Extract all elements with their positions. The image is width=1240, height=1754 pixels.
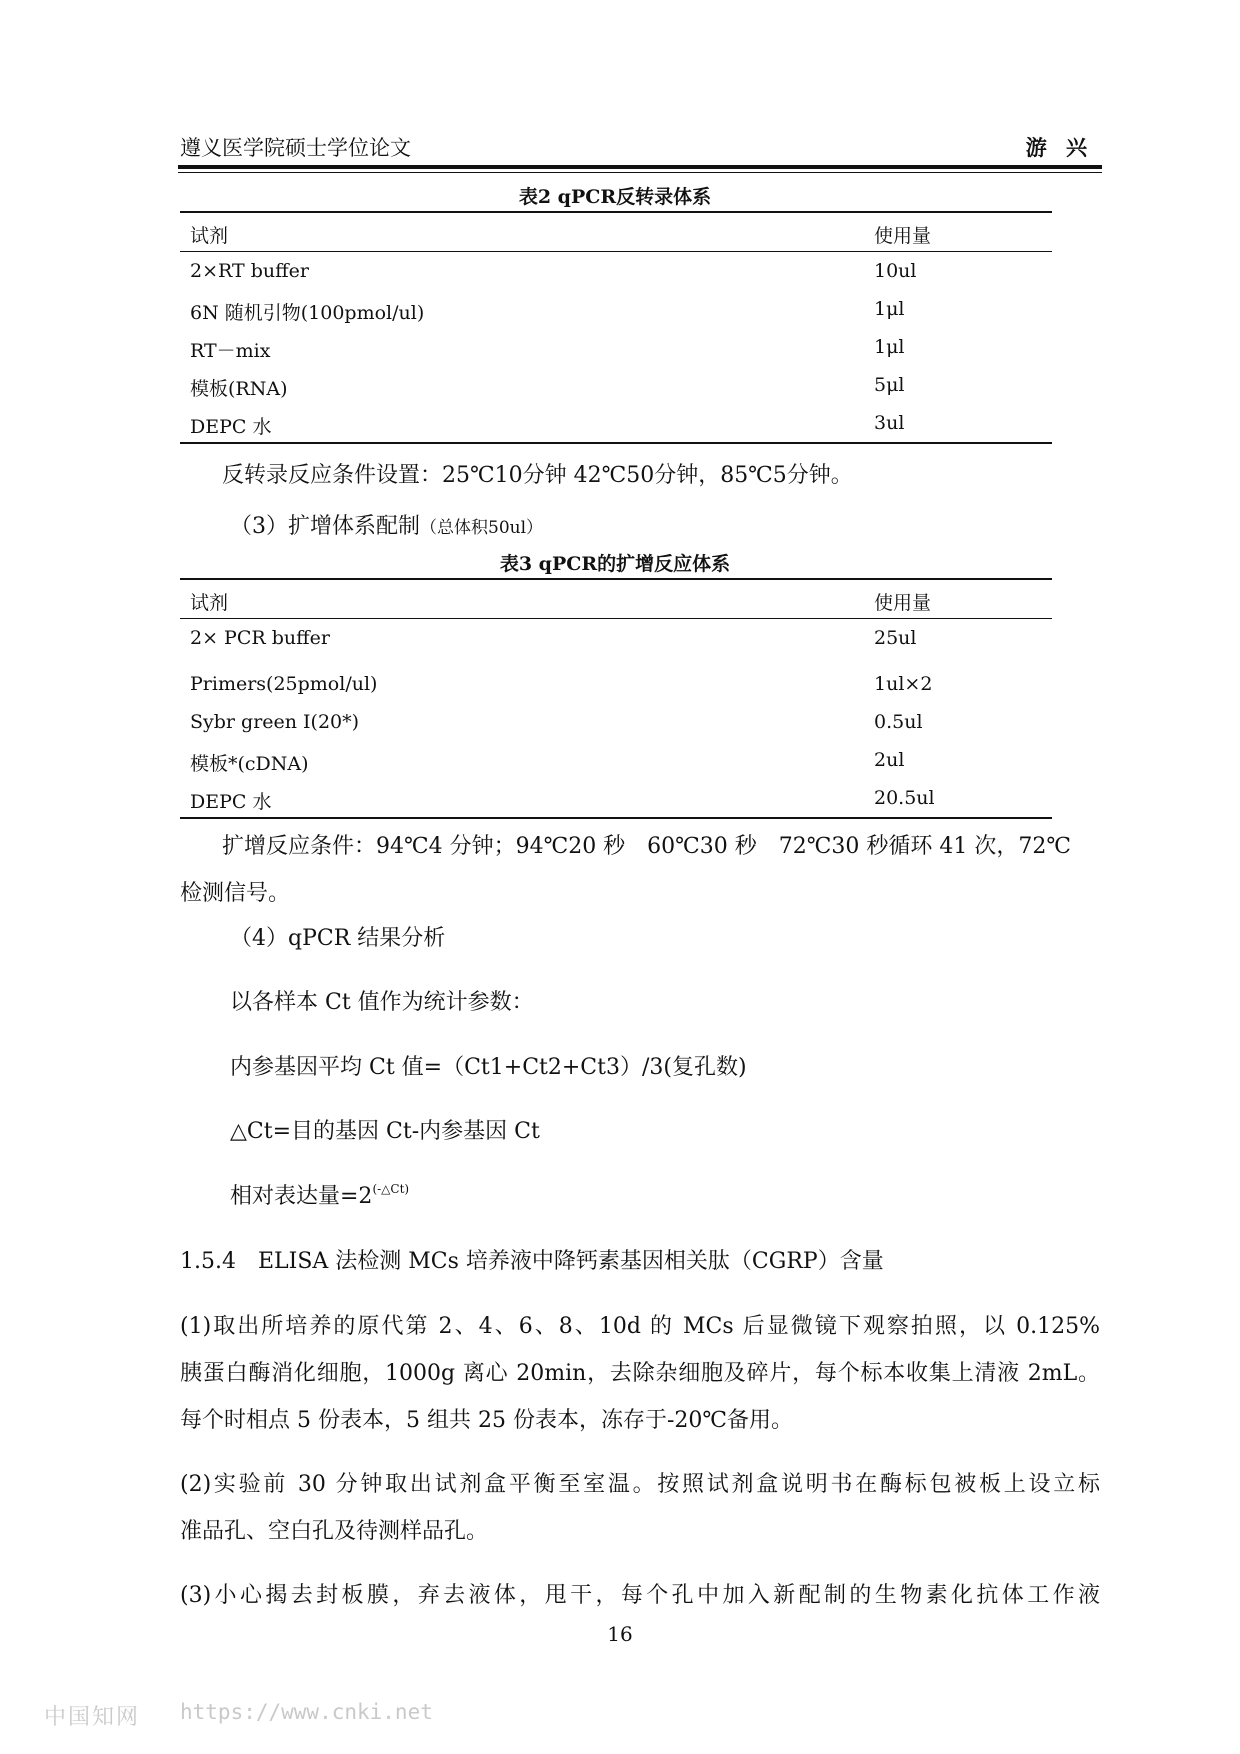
step3-heading	[230, 509, 543, 540]
running-header-author: 游 兴	[1025, 135, 1093, 160]
table-row	[180, 703, 1052, 741]
watermark-url: https://www.cnki.net	[180, 1700, 433, 1724]
relative-expression-base: 相对表达量=2	[230, 1184, 373, 1209]
table-row	[180, 619, 1052, 665]
table2-caption: 表2 qPCR反转录体系	[518, 186, 712, 208]
amount-cell: 0.5ul	[874, 711, 923, 733]
relative-expression-exponent: (-△Ct)	[372, 1182, 410, 1196]
page-number: 16	[607, 1622, 633, 1646]
table-row	[180, 741, 1052, 779]
reagent-cell: 模板(RNA)	[190, 378, 288, 400]
step3-label: （3）扩增体系配制	[230, 514, 420, 539]
table3-header-row	[180, 580, 1052, 619]
amount-cell: 25ul	[874, 627, 917, 649]
header-rule-thin	[178, 172, 1102, 173]
table3-col-reagent: 试剂	[190, 592, 229, 614]
table3	[180, 578, 1052, 819]
reagent-cell: Primers(25pmol/ul)	[190, 673, 378, 695]
amount-cell: 10ul	[874, 260, 917, 282]
table-row	[180, 779, 1052, 817]
analysis-line3: △Ct=目的基因 Ct-内参基因 Ct	[230, 1119, 540, 1144]
amount-cell: 1μl	[874, 336, 905, 358]
step4-heading: （4）qPCR 结果分析	[230, 926, 446, 951]
para3-line1: (3)小心揭去封板膜，弃去液体，甩干，每个孔中加入新配制的生物素化抗体工作液	[180, 1583, 1100, 1608]
table-row	[180, 290, 1052, 328]
reagent-cell: 2×RT buffer	[190, 260, 309, 282]
reagent-cell: DEPC 水	[190, 416, 272, 438]
table-row	[180, 252, 1052, 290]
table2-header-row	[180, 213, 1052, 252]
amp-conditions-line1: 扩增反应条件：94℃4 分钟；94℃20 秒 60℃30 秒 72℃30 秒循环 41 次，72℃	[222, 834, 1071, 859]
para1-line2: 胰蛋白酶消化细胞，1000g 离心 20min，去除杂细胞及碎片，每个标本收集上清液 2mL。	[180, 1361, 1100, 1386]
amp-conditions-line2: 检测信号。	[180, 881, 291, 906]
reagent-cell: 6N 随机引物(100pmol/ul)	[190, 302, 425, 324]
reagent-cell: DEPC 水	[190, 791, 272, 813]
table-row	[180, 366, 1052, 404]
table-row	[180, 328, 1052, 366]
para2-line1: (2)实验前 30 分钟取出试剂盒平衡至室温。按照试剂盒说明书在酶标包被板上设立标	[180, 1472, 1100, 1497]
reagent-cell: RT－mix	[190, 340, 271, 362]
table3-col-amount: 使用量	[874, 592, 932, 614]
reagent-cell: 2× PCR buffer	[190, 627, 330, 649]
table2	[180, 211, 1052, 444]
amount-cell: 1μl	[874, 298, 905, 320]
table2-col-reagent: 试剂	[190, 225, 229, 247]
reagent-cell: 模板*(cDNA)	[190, 753, 309, 775]
amount-cell: 3ul	[874, 412, 905, 434]
rt-conditions: 反转录反应条件设置：25℃10分钟 42℃50分钟，85℃5分钟。	[222, 463, 853, 488]
para2-line2: 准品孔、空白孔及待测样品孔。	[180, 1519, 489, 1544]
table2-col-amount: 使用量	[874, 225, 932, 247]
header-rule-thick	[178, 165, 1102, 169]
table-row	[180, 404, 1052, 442]
running-header-title: 遵义医学院硕士学位论文	[180, 136, 411, 160]
analysis-line2: 内参基因平均 Ct 值=（Ct1+Ct2+Ct3）/3(复孔数)	[230, 1055, 747, 1080]
para1-line1: (1)取出所培养的原代第 2、4、6、8、10d 的 MCs 后显微镜下观察拍照，以 0.125%	[180, 1314, 1100, 1339]
section-heading-1-5-4: 1.5.4 ELISA 法检测 MCs 培养液中降钙素基因相关肽（CGRP）含量	[180, 1249, 884, 1274]
reagent-cell: Sybr green I(20*)	[190, 711, 360, 733]
para1-line3: 每个时相点 5 份表本，5 组共 25 份表本，冻存于-20℃备用。	[180, 1408, 793, 1433]
amount-cell: 5μl	[874, 374, 905, 396]
step3-note: （总体积50ul）	[420, 518, 544, 538]
amount-cell: 1ul×2	[874, 673, 933, 695]
amount-cell: 2ul	[874, 749, 905, 771]
amount-cell: 20.5ul	[874, 787, 935, 809]
table-row	[180, 665, 1052, 703]
analysis-line4	[230, 1179, 409, 1210]
table3-caption: 表3 qPCR的扩增反应体系	[499, 553, 731, 575]
watermark-site: 中国知网	[44, 1705, 141, 1730]
analysis-line1: 以各样本 Ct 值作为统计参数：	[230, 990, 534, 1015]
